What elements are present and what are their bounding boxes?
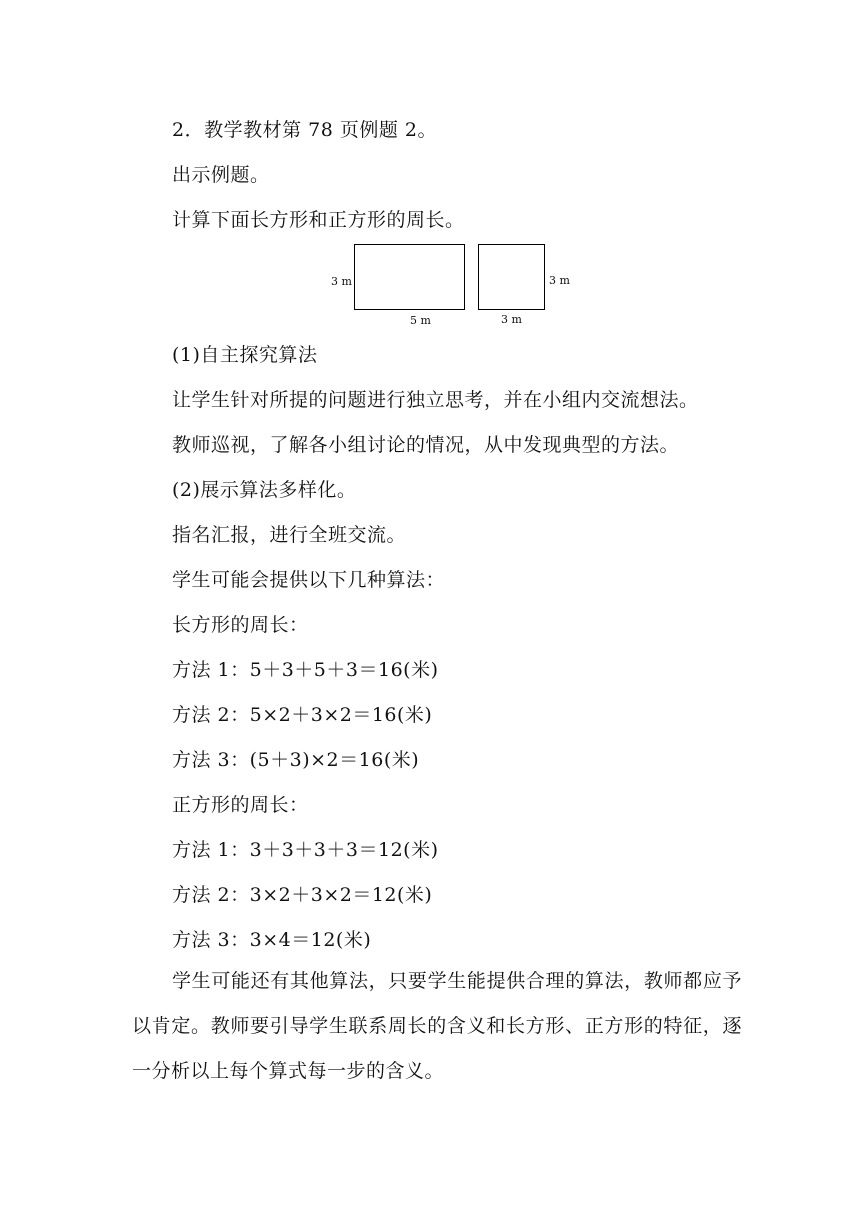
step-2-heading: (2)展示算法多样化。 <box>172 479 357 501</box>
rectangle-method-3: 方法 3：(5＋3)×2＝16(米) <box>172 749 420 771</box>
square-shape <box>478 244 545 310</box>
problem-statement: 计算下面长方形和正方形的周长。 <box>172 209 465 231</box>
rectangle-perimeter-heading: 长方形的周长： <box>172 614 309 636</box>
square-method-2: 方法 2：3×2＋3×2＝12(米) <box>172 884 433 906</box>
step-1-heading: (1)自主探究算法 <box>172 344 318 366</box>
example-heading: 2．教学教材第 78 页例题 2。 <box>172 119 437 141</box>
square-perimeter-heading: 正方形的周长： <box>172 794 309 816</box>
step-1-text-a: 让学生针对所提的问题进行独立思考，并在小组内交流想法。 <box>172 389 699 411</box>
methods-intro: 学生可能会提供以下几种算法： <box>172 569 446 591</box>
rectangle-method-1: 方法 1：5＋3＋5＋3＝16(米) <box>172 659 439 681</box>
square-method-3: 方法 3：3×4＝12(米) <box>172 929 372 951</box>
step-1-text-b: 教师巡视，了解各小组讨论的情况，从中发现典型的方法。 <box>172 434 680 456</box>
rectangle-shape <box>354 244 465 310</box>
step-2-text: 指名汇报，进行全班交流。 <box>172 524 407 546</box>
square-side-label: 3 m <box>549 274 570 287</box>
show-example-text: 出示例题。 <box>172 164 270 186</box>
shapes-figure <box>320 236 590 336</box>
square-method-1: 方法 1：3＋3＋3＋3＝12(米) <box>172 839 439 861</box>
square-bottom-label: 3 m <box>501 313 522 326</box>
rectangle-height-label: 3 m <box>331 275 352 288</box>
rectangle-width-label: 5 m <box>410 314 431 327</box>
rectangle-method-2: 方法 2：5×2＋3×2＝16(米) <box>172 704 433 726</box>
closing-paragraph: 学生可能还有其他算法，只要学生能提供合理的算法，教师都应予以肯定。教师要引导学生联系周长的含义和长方形、正方形的特征，逐一分析以上每个算式每一步的含义。 <box>132 970 742 1082</box>
